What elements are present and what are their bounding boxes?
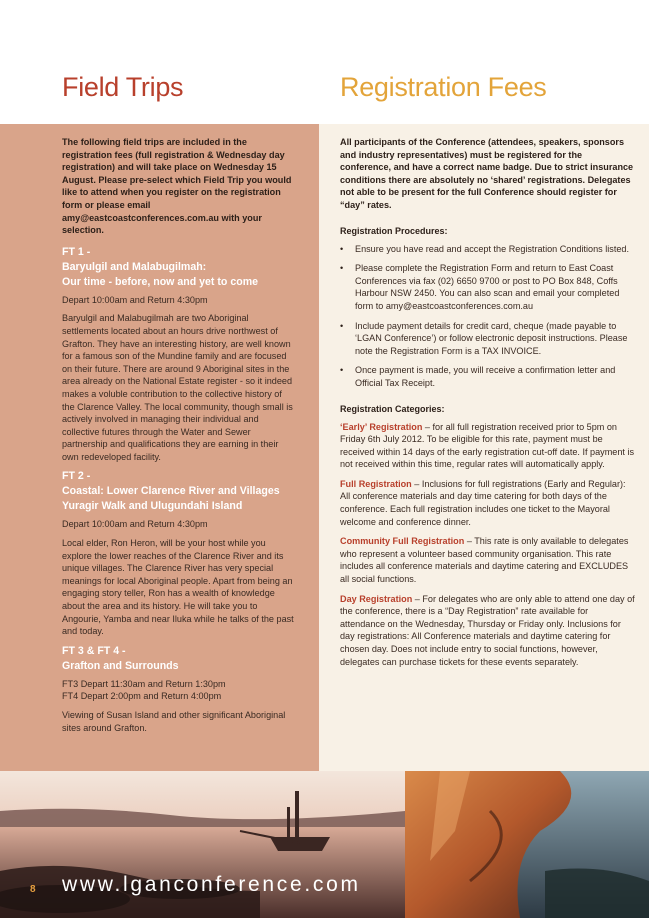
- category-name: Full Registration: [340, 478, 412, 489]
- procedure-item: • Include payment details for credit card, cheque (made payable to ‘LGAN Conference’) or follow electronic deposit instructions. Please note the Registration Form is a TAX INVOICE.: [340, 320, 635, 358]
- trip-2-description: Local elder, Ron Heron, will be your host while you explore the lower reaches of the Clarence River and its unique villages. The Clarence River has very special meanings for local Aboriginal people. Apart from being an engaging story teller, Ron has a wealth of knowledge about the area and its history. He will take you to Angourie, Yamba and near Iluka while he talks of the past and today.: [62, 538, 294, 637]
- trip-3-4: [62, 644, 294, 734]
- trip-3-4-heading: [62, 644, 294, 674]
- category-text: – For delegates who are only able to attend one day of the conference, there is a “Day Registration” rate available for attendance on the Wednesday, Thursday or Friday only. Inclusions for day registrations: All Conference materials and daytime catering for chosen day. Does not include entry to social functions, however, delegates can purchase tickets for these events separately.: [340, 593, 635, 667]
- procedures-heading: Registration Procedures:: [340, 225, 448, 236]
- category-early: [340, 421, 635, 471]
- trip-1-heading: [62, 245, 294, 290]
- registration-intro: All participants of the Conference (attendees, speakers, sponsors and industry representatives) must be registered for the conference, and have a correct name badge. Due to strict insurance conditions there are absolutely no ‘shared’ registrations. Delegates not able to be present for the full Conference should register for “day” rates.: [340, 137, 634, 210]
- category-day: [340, 593, 635, 669]
- category-full: [340, 478, 635, 528]
- category-name: ‘Early’ Registration: [340, 421, 423, 432]
- field-trips-content: [62, 136, 294, 740]
- trip-3-4-heading-line: FT 3 & FT 4 -: [62, 644, 126, 657]
- trip-1-heading-line: FT 1 -: [62, 245, 91, 258]
- field-trips-title: Field Trips: [62, 72, 184, 102]
- trip-3-4-times: FT3 Depart 11:30am and Return 1:30pm FT4 Depart 2:00pm and Return 4:00pm: [62, 678, 226, 702]
- trip-1-heading-line: Our time - before, now and yet to come: [62, 275, 259, 288]
- procedure-item: • Ensure you have read and accept the Registration Conditions listed.: [340, 243, 635, 256]
- trip-1-times: Depart 10:00am and Return 4:30pm: [62, 294, 208, 305]
- procedures-list: [340, 243, 635, 390]
- page-number: 8: [30, 884, 36, 895]
- category-text: – Inclusions for full registrations (Early and Regular): All conference materials and day time catering for both days of the conference. Each full registration includes one ticket to the Mayoral welcome and conference dinner.: [340, 478, 626, 527]
- trip-2-heading-line: Coastal: Lower Clarence River and Villages: [62, 485, 280, 498]
- trip-2-heading-line: Yuragir Walk and Ulugundahi Island: [62, 500, 243, 513]
- trip-1: [62, 245, 294, 464]
- trip-3-4-heading-line: Grafton and Surrounds: [62, 659, 179, 672]
- conference-website-url[interactable]: www.lganconference.com: [62, 873, 361, 896]
- registration-content: [340, 136, 635, 675]
- trip-3-4-description: Viewing of Susan Island and other significant Aboriginal sites around Grafton.: [62, 710, 286, 733]
- trip-2-times: Depart 10:00am and Return 4:30pm: [62, 519, 208, 530]
- categories-heading: Registration Categories:: [340, 403, 445, 414]
- procedure-item: • Please complete the Registration Form and return to East Coast Conferences via fax (02) 6650 9700 or post to PO Box 848, Coffs Harbour NSW 2450. You can also scan and email your completed form to amy@eastcoastconferences.com.au: [340, 262, 635, 312]
- trip-2: [62, 469, 294, 637]
- category-text: – for all full registration received prior to 5pm on Friday 6th July 2012. To be eligible for this rate, payment must be received within 14 days of the early registration cut-off date. If payment is not received within this time, regular rates will automatically apply.: [340, 421, 635, 470]
- registration-fees-title: Registration Fees: [340, 72, 547, 102]
- procedure-item: • Once payment is made, you will receive a confirmation letter and Official Tax Receipt.: [340, 364, 635, 389]
- trip-2-heading-line: FT 2 -: [62, 470, 91, 483]
- trip-2-heading: [62, 469, 294, 514]
- field-trips-column: [0, 124, 319, 771]
- category-text: – This rate is only available to delegates who represent a volunteer based community organisation. This rate includes all conference materials and daytime catering and EXCLUDES all social functions.: [340, 536, 629, 585]
- category-name: Day Registration: [340, 593, 413, 604]
- category-name: Community Full Registration: [340, 536, 465, 547]
- field-trips-intro: The following field trips are included in the registration fees (full registration & Wednesday day registration) and will take place on Wednesday 15 August. Please pre-select which Field Trip you would like to attend when you register on the registration form or please email amy@eastcoastconferences.com.au with your selection.: [62, 137, 292, 236]
- registration-fees-column: [319, 124, 649, 771]
- category-community: [340, 535, 635, 585]
- trip-1-heading-line: Baryulgil and Malabugilmah:: [62, 260, 207, 273]
- trip-1-description: Baryulgil and Malabugilmah are two Aboriginal settlements located about an hours drive northwest of Grafton. They have an interesting history, are well known for a famous son of the Mundine family and are focused on their future. There are around 9 Aboriginal sites in the area already on the National Estate register - so it indeed makes a voluble contribution to the collective history of the Clarence Valley. The local community, though small is actively involved in managing their individual and collective futures through the Water and Sewer partnership and qualifications they are earning in their own redeveloped facility.: [62, 313, 293, 462]
